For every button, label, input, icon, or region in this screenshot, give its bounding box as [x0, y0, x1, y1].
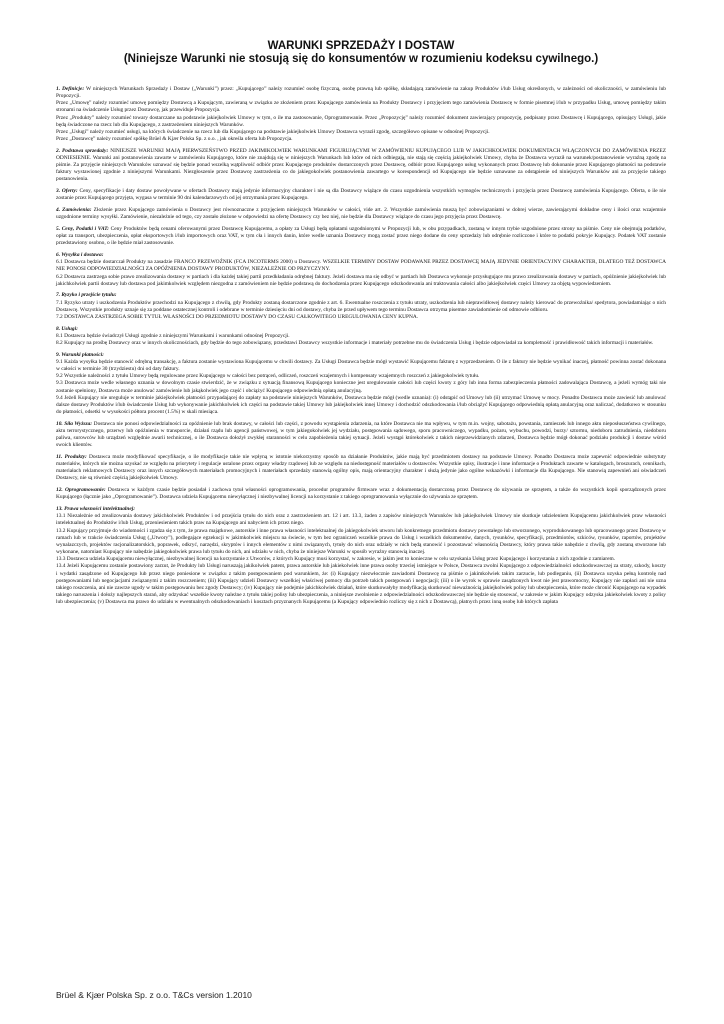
section-paragraph	[56, 86, 666, 100]
section	[56, 352, 666, 416]
section-heading: 3. Oferty:	[56, 188, 78, 195]
section	[56, 252, 666, 288]
section-heading: 7. Ryzyko i przejście tytułu:	[56, 292, 117, 299]
section-paragraph	[56, 395, 666, 416]
section-heading: 10. Siła Wyższa:	[56, 420, 93, 427]
section-paragraph	[56, 292, 666, 313]
paragraph-text: Przez „Usługi” należy rozumieć usługi, na których świadczenie na rzecz lub dla Kupującego na podstawie jakiejkolwiek Umowy Dostawca wyraził zgodę, szczegółowo opisane w odnośnej Propozycji.	[56, 128, 490, 135]
section-paragraph	[56, 207, 666, 221]
section	[56, 86, 666, 143]
section-heading: 6. Wysyłka i dostawa:	[56, 252, 104, 259]
section-paragraph	[56, 252, 666, 273]
section-paragraph	[56, 528, 666, 557]
section-paragraph	[56, 314, 666, 321]
section-paragraph	[56, 487, 666, 501]
section-paragraph	[56, 115, 666, 129]
paragraph-text: 13.2 Kupujący przyjmuje do wiadomości i zgadza się z tym, że prawa majątkowe, autorskie i inne prawa własności intelektualnej do jakiegokolwiek utworu lub konkretnego przedmiotu dostawy powstałego lub stworzonego, wyprodukowanego lub opracowanego przez Dostawcę w ramach lub w trakcie świadczenia Usług („Utwory”), podlegające egzekucji w jakimkolwiek miejscu na świecie, w tym bez ograniczeń wszelkie prawa do Usług i wszelkich dokumentów, danych, rysunków, specyfikacji, przedmiotów, szkiców, rysunków, raportów, projektów wynalazczych, projektów racjonalizatorskich, poprawek, odkryć, narzędzi, skryptów i innych elementów z nimi związanych, tytuły do nich oraz udziały w nich będą stanowić i pozostawać własnością Dostawcy, który prawa takie nabędzie z chwilą, gdy zostaną stworzone lub wykonane, natomiast Kupujący nie nabędzie jakiegokolwiek prawa lub tytułu do nich, ani udziału w nich, chyba że niniejsze Warunki w sposób wyraźny stanowią inaczej.	[56, 527, 666, 556]
paragraph-text: W niniejszych Warunkach Sprzedaży i Dostaw („Warunki”) przez: „Kupującego” należy rozumieć osobę fizyczną, osobę prawną lub spółkę, składającą zamówienie na zakup Produktów i/lub Usług określonych, w zależności od okoliczności, w zamówieniu lub Propozycji.	[56, 86, 666, 100]
section-paragraph	[56, 352, 666, 373]
section-paragraph	[56, 340, 666, 347]
section	[56, 148, 666, 184]
section-heading: 8. Usługi:	[56, 325, 78, 332]
section-paragraph	[56, 136, 666, 143]
paragraph-text: 9.2 Wszystkie należności z tytułu Umowy będą regulowane przez Kupującego w całości bez potrąceń, odliczeń, roszczeń wzajemnych i kompensaty wzajemnych roszczeń z jakiegokolwiek tytułu.	[56, 373, 480, 380]
paragraph-text: 7.2 DOSTAWCA ZASTRZEGA SOBIE TYTUŁ WŁASNOŚCI DO PRZEDMIOTU DOSTAWY DO CZASU CAŁKOWITEGO UREGULOWANIA CENY KUPNA.	[56, 313, 419, 320]
section	[56, 326, 666, 347]
document-footer: Brüel & Kjær Polska Sp. z o.o. T&Cs version 1.2010	[56, 990, 252, 1000]
paragraph-text: 8.2 Kupujący na prośbę Dostawcy oraz w innych okolicznościach, gdy będzie do tego zobowiązany, przedstawi Dostawcy wszystkie informacje i materiały potrzebne mu do świadczenia Usług i będzie odpowiadał za kompletność i prawidłowość takich informacji i materiałów.	[56, 340, 654, 346]
section	[56, 292, 666, 321]
section-paragraph	[56, 421, 666, 450]
section	[56, 454, 666, 483]
paragraph-text: 13.4 Jeżeli Kupującemu zostanie postawiony zarzut, że Produkty lub Usługi naruszają jakikolwiek patent, prawa autorskie lub jakiekolwiek inne prawa osoby trzeciej istniejące w Polsce, Dostawca zwolni Kupującego z odpowiedzialności odszkodowawczej za straty, szkody, koszty i wydatki zasądzone od Kupującego lub przez niego poniesione w związku z takim postępowaniem pod warunkiem, że: (i) Kupujący niezwłocznie zawiadomi Dostawcę na piśmie o jakimkolwiek takim zarzucie, lub podleganiu, (ii) Dostawca uzyska pełną kontrolę nad postępowaniami lub negocjacjami związanymi z takim roszczeniem; (iii) Kupujący udzieli Dostawcy wszelkiej właściwej pomocy dla potrzeb takich postępowań i negocjacji; (iii) o ile wyrok w sprawie zasądzonych kwot nie jest prawomocny, Kupujący nie zapłaci ani nie uzna takiego roszczenia, ani nie zawrze ugody w takim postępowaniu bez zgody Dostawcy; (iv) Kupujący nie podejmie jakichkolwiek działań, które skutkowałyby modyfikacją skutkować nieważnością jakiejkolwiek polisy lub ubezpieczenia, które może chronić Kupującego na wypadek takiego naruszenia i dołoży najlepszych starań, aby odzyskać wszelkie kwoty należne z tytułu takiej polisy lub ubezpieczenia, a niniejsze zwolnienie z odpowiedzialności odszkodowawczej nie będzie się stosować, w zakresie w jakim Kupujący odzyska jakiekolwiek kwoty z polisy lub ubezpieczenia; (v) Dostawca ma prawo do udziału w ewentualnych odszkodowaniach i kosztach przyznanych Kupującemu (a Kupujący odpowiednio rozliczy się z nich z Dostawcą), płatnych przez inną osobę lub których zapłata	[56, 563, 666, 606]
section-paragraph	[56, 188, 666, 202]
section-paragraph	[56, 100, 666, 114]
paragraph-text: Ceny, specyfikacje i daty dostaw powoływane w ofertach Dostawcy mają jedynie informacyjny charakter i nie są dla Dostawcy wiążące do czasu uzgodnienia wszystkich wymogów technicznych i przyjęcia przez Dostawcę zamówienia Kupującego. Oferta, o ile nie zostanie przez Kupującego przyjęta, wygasa w terminie 90 dni kalendarzowych od jej otrzymania przez Kupującego.	[56, 188, 666, 202]
paragraph-text: Przez „Produkty” należy rozumieć towary dostarczane na podstawie jakiejkolwiek Umowy w tym, o ile ma zastosowanie, Oprogramowanie. Przez „Propozycję” należy rozumieć dokument zawierający propozycję, podpisany przez Dostawcę i Kupującego, opisujący Usługi, jakie będą świadczone na rzecz lub dla Kupującego, z zastrzeżeniem niniejszych Warunków.	[56, 114, 666, 128]
document-subtitle: (Niniejsze Warunki nie stosują się do konsumentów w rozumieniu kodeksu cywilnego.)	[123, 53, 599, 65]
section-heading: 11. Produkty:	[56, 453, 87, 460]
section-heading: 1. Definicje:	[56, 86, 85, 92]
section-paragraph	[56, 274, 666, 288]
section	[56, 506, 666, 606]
section-paragraph	[56, 226, 666, 247]
section-paragraph	[56, 326, 666, 340]
paragraph-text: 9.4 Jeżeli Kupujący nie ureguluje w terminie jakiejkolwiek płatności przypadającej do zapłaty na podstawie niniejszych Warunków, Dostawca będzie mógł (wedle uznania): (i) odstąpić od Umowy lub (ii) utrzymać Umowę w mocy. Ponadto Dostawca może zawiesić lub anulować dalsze dostawy Produktów i/lub świadczenie Usług lub wykonywanie jakichkolwiek ich części na podstawie takiej Umowy lub jakiejkolwiek innej Umowy i dochodzić odszkodowania i/lub obciążyć Kupującego odpowiednią opłatą anulacyjną oraz naliczać, dodatkowo w stosunku do płatności, odsetki w wysokości półtora procent (1.5%) w skali miesiąca.	[56, 394, 666, 415]
paragraph-text: Dostawca może modyfikować specyfikacje, o ile modyfikacje takie nie wpłyną w istotnie niekorzystny sposób na działanie Produktów, jakie mają być przedmiotem dostawy na podstawie Umowy. Ponadto Dostawca może zapewnić odpowiednie substytuty materiałów, których nie można uzyskać ze względu na priorytety i regulacje ustalone przez organy władzy rządowej lub ze względu na niedostępność materiałów u dostawców. Wszystkie opisy, ilustracje i inne informacje o Produktach zawarte w katalogach, broszurach, cennikach, materiałach reklamowych Dostawcy oraz innych szczegółowych materiałach promocyjnych i materiałach sprzedaży stanowią ogólny opis, mają orientacyjny charakter i służą jedynie jako ogólne wskazówki i informacje dla Kupującego. Nie stanowią zapewnień ani oświadczeń Dostawcy, nie są również częścią jakiejkolwiek Umowy.	[56, 453, 666, 482]
paragraph-text: Przez „Dostawcę” należy rozumieć spółkę Brüel & Kjær Polska Sp. z o.o. , jak określa oferta lub Propozycja.	[56, 136, 293, 143]
paragraph-text: Dostawca w każdym czasie będzie posiadał i zachowa tytuł własności oprogramowania, procedur programów firmware wraz z dokumentacją dostarczoną przez Dostawcę do używania ze sprzętem, a także do wszystkich kopii sporządzonych przez Kupującego (łącznie jako „Oprogramowanie”). Dostawca udziela Kupującemu niewyłącznej i niezbywalnej licencji na korzystanie z takiego oprogramowania wyłącznie do używania ze sprzętem.	[56, 487, 666, 501]
paragraph-text: Przez „Umowę” należy rozumieć umowę pomiędzy Dostawcą a Kupującym, zawieraną w związku ze złożeniem przez Kupującego zamówienia na Produkty Dostawcy i przyjęciem tego zamówienia Dostawcę w formie pisemnej i/lub w przypadku Usług, umowę pomiędzy takim stronami na świadczenie Usług przez Dostawcę, jak przewiduje Propozycja.	[56, 100, 666, 114]
document-page	[56, 40, 666, 611]
section	[56, 421, 666, 450]
terms-body	[56, 86, 666, 606]
section-heading: 2. Podstawa sprzedaży:	[56, 147, 109, 154]
section	[56, 487, 666, 501]
paragraph-text: 9.1 Każda wysyłka będzie stanowić odrębną transakcję, a faktura zostanie wystawiona Kupującemu w chwili dostawy. Za Usługi Dostawca będzie mógł wystawić Kupującemu fakturę z wyprzedzeniem. O ile z faktury nie będzie wynikać inaczej, płatność powinna zostać dokonana w całości w terminie 30 (trzydziestu) dni od daty faktury.	[56, 358, 666, 373]
section-paragraph	[56, 380, 666, 394]
section-paragraph	[56, 556, 666, 563]
paragraph-text: 6.2 Dostawca zastrzega sobie prawo zrealizowania dostawy w partiach i dla każdej takiej partii przedkładania odrębnej faktury. Jeżeli dostawa ma się odbyć w partiach lub Dostawca wykonuje przysługujące mu prawo zrealizowania dostawy w partiach, opóźnienie jakiejkolwiek lub jakichkolwiek partii dostawy lub dostawa pod jakimkolwiek względem niezgodna z zamówieniem nie będzie podstawą do dochodzenia przez Kupującego odszkodowania ani traktowania całości albo jakiejkolwiek części Umowy za objętą wypowiedzeniem.	[56, 273, 666, 287]
paragraph-text: 7.1 Ryzyko utraty i uszkodzenia Produktów przechodzi na Kupującego z chwilą, gdy Produkty zostaną dostarczone zgodnie z art. 6. Ewentualne roszczenia z tytułu utraty, uszkodzenia lub nieprawidłowej dostawy należy kierować do przewoźnika/ spedytora, powiadamiając o nich Dostawcę. Wszystkie produkty uznaje się za poddane ostatecznej kontroli i odebrane w terminie dziesięciu dni od dostawy, chyba że przed upływem tego terminu Dostawca otrzyma pisemne zawiadomienie od odmowie odbioru.	[56, 299, 666, 313]
document-title: WARUNKI SPRZEDAŻY I DOSTAW	[267, 40, 455, 52]
section-paragraph	[56, 148, 666, 184]
section-heading: 4. Zamówienia:	[56, 207, 92, 214]
paragraph-text: 13.1 Niezależnie od zrealizowania dostawy jakichkolwiek Produktów i od przejścia tytułu do nich oraz z zastrzeżeniem art. 12 i art. 13.3, żaden z zapisów niniejszych Warunków lub jakiejkolwiek Umowy nie skutkuje udzieleniem Kupującemu jakichkolwiek praw własności intelektualnej do Produktów i/lub Usług, przeniesieniem takich praw na Kupującego ani nabyciem ich przez niego.	[56, 513, 666, 527]
section	[56, 188, 666, 202]
section	[56, 207, 666, 221]
paragraph-text: NINIEJSZE WARUNKI MAJĄ PIERWSZEŃSTWO PRZED JAKIMIKOLWIEK WARUNKAMI FIGURUJĄCYMI W ZAMÓWIENIU KUPUJĄCEGO LUB W JAKICHKOLWIEK DOKUMENTACH WŁĄCZONYCH DO ZAMÓWIENIA PRZEZ ODNIESIENIE. Warunki ani postanowienia zawarte w zamówieniu Kupującego, które nie znajdują się w niniejszych Warunkach lub które od nich odbiegają, nie stają się częścią jakiejkolwiek Umowy, chyba że Dostawca wyraził na warunek/postanowienie wyraźną zgodę na piśmie. Za przyjęcie niniejszych Warunków uznawać się będzie ponad wszelką wątpliwość odbiór przez Kupującego produktów dostarczonych przez Dostawcę, odbiór przez Kupującego usług wykonanych przez Dostawcę lub dokonanie przez Kupującego płatności na podstawie faktury wystawionej zgodnie z niniejszymi Warunkami. Niezgłoszenie przez Dostawcę zastrzeżenia co do jakiegokolwiek postanowienia zawartego w korespondencji od Kupującego nie będzie uznawane za odstąpienie od niniejszych Warunków ani za przyjęcie takiego postanowienia.	[56, 147, 667, 183]
section-heading: 13. Prawa własności intelektualnej:	[56, 506, 136, 513]
paragraph-text: Dostawca nie ponosi odpowiedzialności za opóźnienie lub brak dostawy, w całości lub części, z powodu wystąpienia zdarzenia, na które Dostawca nie ma wpływu, w tym m.in. wojny, sabotażu, powstania, zamieszek lub innego aktu nieposłuszeństwa cywilnego, aktu terrorystycznego, przerwy lub opóźnienia w transporcie, działań rządu lub agencji państwowej, w tym jakiegokolwiek jej wydziału, postępowania sądowego, sporu pracowniczego, wypadku, pożaru, wybuchu, powodzi, burzy/ sztormu, niedoboru zatrudnienia, niedoboru paliwa, surowców lub urządzeń względnie awarii technicznej, o ile Dostawca dołożył zwykłej staranności w celu zapobieżenia takiej sytuacji. Jeżeli wystąpi którekolwiek z takich nieprzewidzianych zdarzeń, Dostawca będzie mógł dokonać podziału produkcji i dostaw wśród swoich klientów.	[56, 420, 666, 449]
paragraph-text: Złożenie przez Kupującego zamówienia u Dostawcy jest równoznaczne z przyjęciem niniejszych Warunków w całości, vide art. 2. Wszystkie zamówienia muszą być zobowiązaniami w dobrej wierze, zawierającymi dokładne ceny i ilości oraz wzajemnie uzgodnione terminy wysyłki. Zamówienie, niezależnie od tego, czy zostało złożone w odpowiedzi na ofertę Dostawcy czy bez niej, nie będzie dla Dostawcy wiążące do czasu jego przyjęcia przez Dostawcę.	[56, 207, 666, 221]
paragraph-text: 6.1 Dostawca będzie dostarczał Produkty na zasadzie FRANCO PRZEWOŹNIK (FCA INCOTERMS 2000) u Dostawcy. WSZELKIE TERMINY DOSTAW PODAWANE PRZEZ DOSTAWCĘ MAJĄ JEDYNIE ORIENTACYJNY CHARAKTER, DLATEGO TEŻ DOSTAWCA NIE PONOSI ODPOWIEDZIALNOŚCI ZA OPÓŹNIENIA DOSTAWY PRODUKTÓW, NIEZALEŻNIE OD PRZYCZYNY.	[56, 259, 666, 273]
section-heading: 12. Oprogramowanie:	[56, 487, 106, 494]
paragraph-text: 8.1 Dostawca będzie świadczył Usługi zgodnie z niniejszymi Warunkami i warunkami odnośnej Propozycji.	[56, 332, 290, 339]
section-paragraph	[56, 454, 666, 483]
paragraph-text: Ceny Produktów będą cenami oferowanymi przez Dostawcę Kupującemu, a opłaty za Usługi będą opłatami uzgodnionymi w Propozycji lub, w obu przypadkach, zostaną w innym trybie uzgodnione przez strony na piśmie. Ceny nie obejmują podatków, opłat za transport, ubezpieczenia, opłat eksportowych i/lub importowych oraz VAT, w tym cła i innych danin, które wedle uznania Dostawcy mogą zostać przez niego dodane do ceny sprzedaży lub odrębnie rozliczone i które to podatki pokryje Kupujący. Podatek VAT zostanie przedstawiony osobno, o ile będzie miał zastosowanie.	[56, 226, 666, 247]
section	[56, 226, 666, 247]
paragraph-text: 9.3 Dostawca może wedle własnego uznania w dowolnym czasie stwierdzić, że w związku z sytuacją finansową Kupującego konieczne jest uregulowanie całości lub części kwoty z góry lub inna forma zabezpieczenia płatności zadowalająca Dostawcę, a jeżeli wymóg taki nie zostanie spełniony, Dostawca może anulować zamówienie lub jakąkolwiek jego część i obciążyć Kupującego odpowiednią opłatą anulacyjną.	[56, 380, 666, 394]
section-heading: 5. Ceny, Podatki i VAT:	[56, 226, 109, 233]
section-paragraph	[56, 506, 666, 527]
section-paragraph	[56, 563, 666, 606]
section-heading: 9. Warunki płatności:	[56, 351, 104, 358]
paragraph-text: 13.3 Dostawca udziela Kupującemu niewyłącznej, niezbywalnej licencji na korzystanie z Utworów, z których Kupujący musi korzystać, w zakresie, w jakim jest to konieczne w celu uzyskania Usług przez Kupującego i korzystania z nich zgodnie z zamiarem.	[56, 556, 616, 563]
